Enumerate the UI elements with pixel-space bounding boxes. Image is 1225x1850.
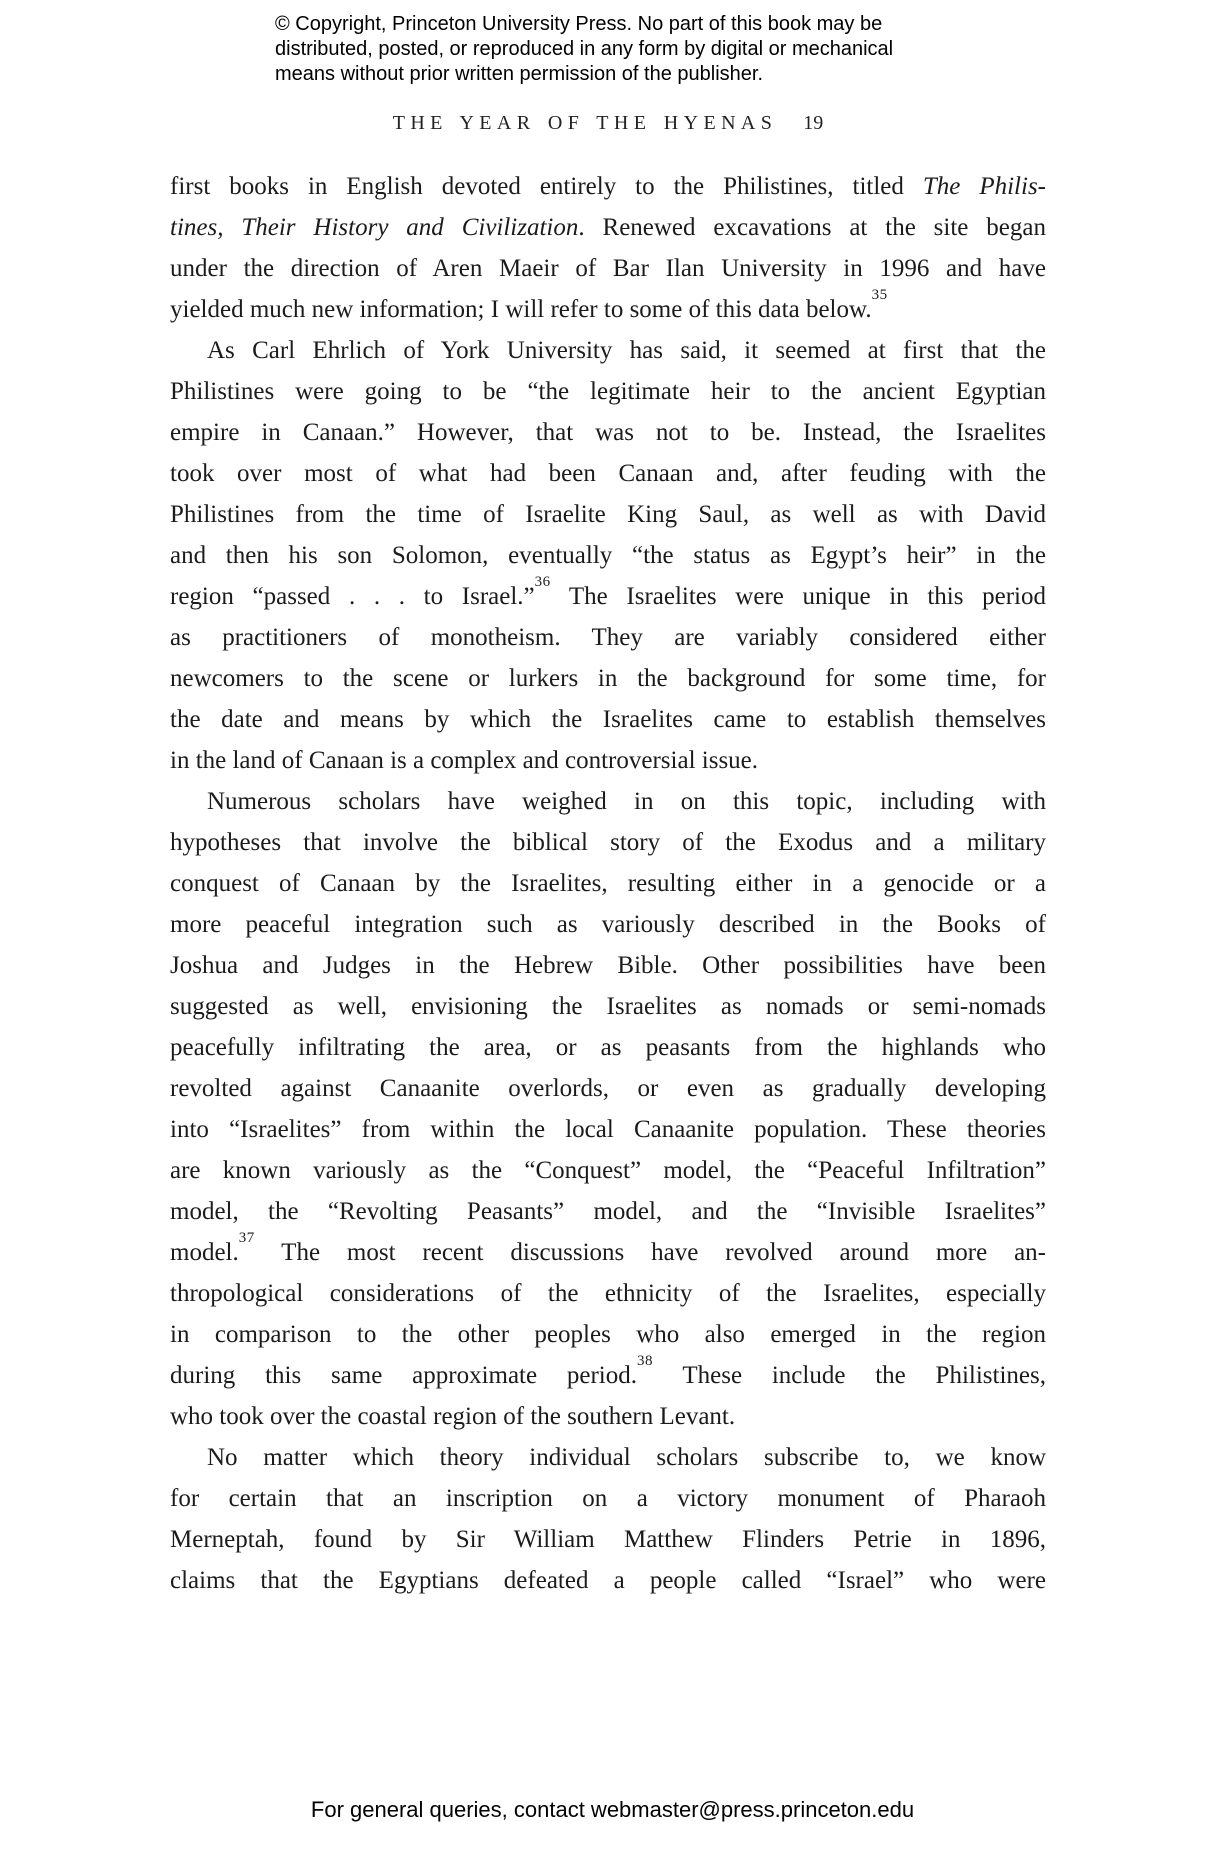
text-line: Philistines from the time of Israelite King Saul, as well as with David [170, 501, 1046, 528]
text-line: claims that the Egyptians defeated a people called “Israel” who were [170, 1567, 1046, 1594]
text-line: peacefully infiltrating the area, or as peasants from the highlands who [170, 1034, 1046, 1061]
text-line: and then his son Solomon, eventually “the status as Egypt’s heir” in the [170, 542, 1046, 569]
text-line: hypotheses that involve the biblical story of the Exodus and a military [170, 829, 1046, 856]
text-line: in comparison to the other peoples who also emerged in the region [170, 1321, 1046, 1348]
text-line: as practitioners of monotheism. They are variably considered either [170, 624, 1046, 651]
text-line: As Carl Ehrlich of York University has said, it seemed at first that the [207, 337, 1046, 364]
footnote-reference: 37 [238, 1230, 255, 1247]
text-line: No matter which theory individual scholars subscribe to, we know [207, 1444, 1046, 1471]
page-number: 19 [803, 112, 824, 134]
text-line: took over most of what had been Canaan and, after feuding with the [170, 460, 1046, 487]
text-line: in the land of Canaan is a complex and controversial issue. [170, 747, 759, 774]
text-line: model.$^{37}$ The most recent discussions have revolved around more an- [170, 1230, 1046, 1266]
footnote-reference: 38 [637, 1353, 654, 1370]
copyright-line: distributed, posted, or reproduced in any form by digital or mechanical [275, 38, 894, 60]
text-line: Merneptah, found by Sir William Matthew Flinders Petrie in 1896, [170, 1526, 1046, 1553]
copyright-line: © Copyright, Princeton University Press. No part of this book may be [275, 13, 883, 35]
text-line: under the direction of Aren Maeir of Bar Ilan University in 1996 and have [170, 255, 1046, 282]
text-line: are known variously as the “Conquest” model, the “Peaceful Infiltration” [170, 1157, 1046, 1184]
footer-contact-note: For general queries, contact webmaster@press.princeton.edu [310, 1797, 915, 1822]
text-line: Philistines were going to be “the legitimate heir to the ancient Egyptian [170, 378, 1046, 405]
text-line: empire in Canaan.” However, that was not to be. Instead, the Israelites [170, 419, 1046, 446]
text-line: revolted against Canaanite overlords, or even as gradually developing [170, 1075, 1046, 1102]
paragraph [170, 330, 1046, 781]
text-line: into “Israelites” from within the local Canaanite population. These theories [170, 1116, 1046, 1143]
copyright-line: means without prior written permission of the publisher. [275, 63, 764, 85]
copyright-notice [275, 12, 893, 87]
text-line: during this same approximate period.$^{38}$ These include the Philistines, [170, 1353, 1046, 1389]
text-line: tines, Their History and Civilization. Renewed excavations at the site began [170, 214, 1046, 241]
text-line: more peaceful integration such as variously described in the Books of [170, 911, 1046, 938]
paragraph [170, 166, 1046, 330]
paragraph [170, 1437, 1046, 1601]
text-line: who took over the coastal region of the southern Levant. [170, 1403, 736, 1430]
footnote-reference: 35 [871, 287, 888, 304]
text-line: the date and means by which the Israelites came to establish themselves [170, 706, 1046, 733]
text-line: region “passed . . . to Israel.”$^{36}$ The Israelites were unique in this period [170, 574, 1046, 610]
text-line: newcomers to the scene or lurkers in the background for some time, for [170, 665, 1046, 692]
paragraph [170, 781, 1046, 1437]
text-line: yielded much new information; I will refer to some of this data below.$^{35}$ [170, 287, 888, 323]
text-line: model, the “Revolting Peasants” model, and the “Invisible Israelites” [170, 1198, 1046, 1225]
running-header-title: THE YEAR OF THE HYENAS [392, 112, 778, 134]
text-line: suggested as well, envisioning the Israelites as nomads or semi-nomads [170, 993, 1046, 1020]
text-line: first books in English devoted entirely to the Philistines, titled The Philis- [170, 173, 1046, 200]
text-line: conquest of Canaan by the Israelites, resulting either in a genocide or a [170, 870, 1046, 897]
running-header [170, 112, 1046, 135]
text-line: Numerous scholars have weighed in on this topic, including with [207, 788, 1046, 815]
text-line: Joshua and Judges in the Hebrew Bible. Other possibilities have been [170, 952, 1046, 979]
footnote-reference: 36 [534, 574, 551, 591]
text-line: for certain that an inscription on a victory monument of Pharaoh [170, 1485, 1046, 1512]
text-line: thropological considerations of the ethnicity of the Israelites, especially [170, 1280, 1046, 1307]
body-text [170, 166, 1046, 1601]
